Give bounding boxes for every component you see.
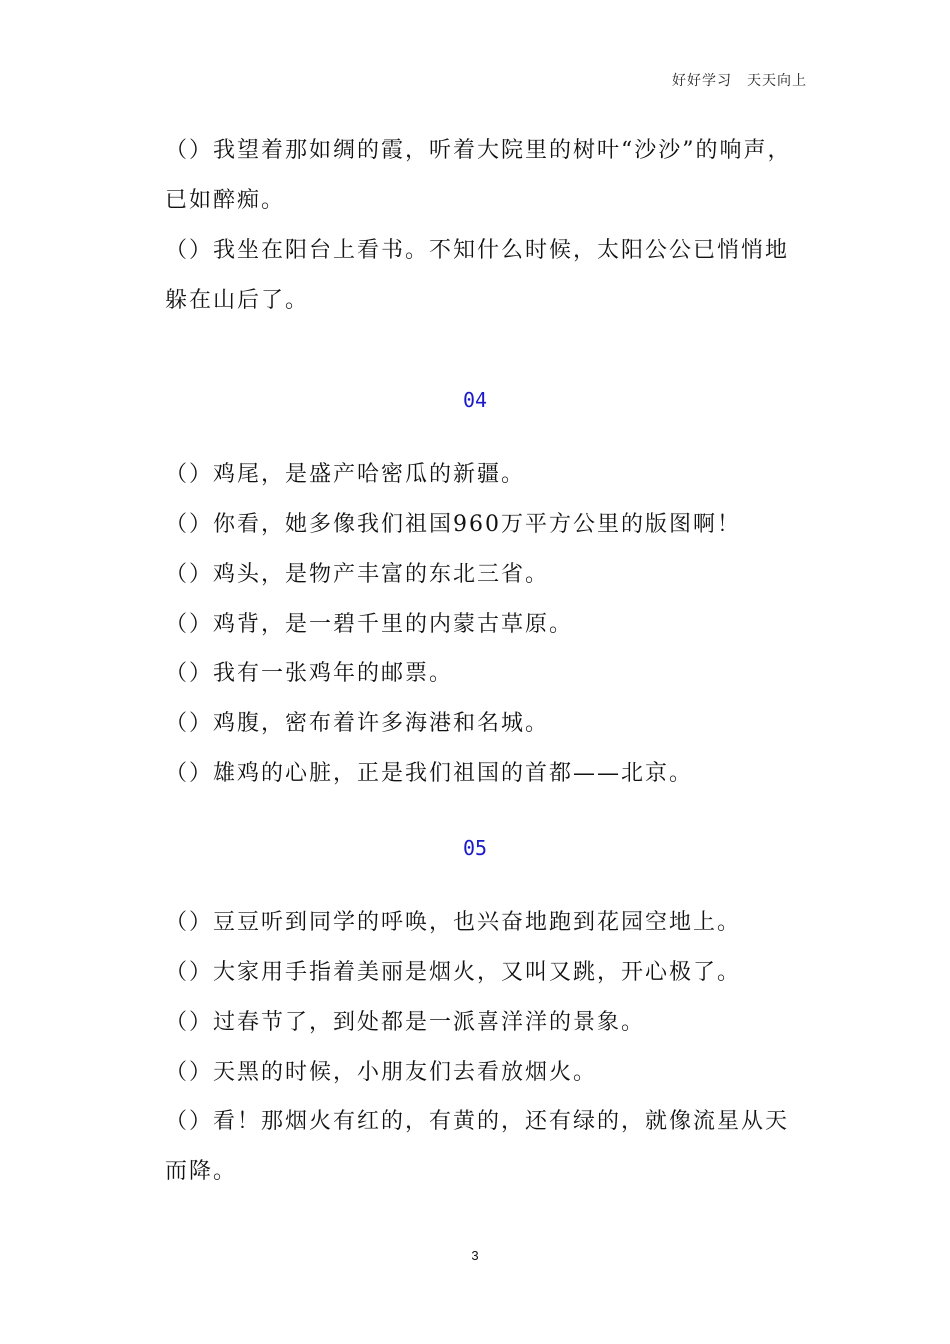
sentence-line: （）过春节了，到处都是一派喜洋洋的景象。 — [165, 1010, 646, 1035]
sentence-line: （）鸡腹，密布着许多海港和名城。 — [165, 711, 550, 736]
page-number: 3 — [471, 1248, 479, 1263]
sentence-line: （）豆豆听到同学的呼唤，也兴奋地跑到花园空地上。 — [165, 910, 742, 935]
sentence-line: 已如醉痴。 — [165, 188, 286, 213]
sentence-line: （）雄鸡的心脏，正是我们祖国的首都——北京。 — [165, 761, 694, 786]
sentence-line: （）天黑的时候，小朋友们去看放烟火。 — [165, 1060, 598, 1085]
sentence-line: （）我有一张鸡年的邮票。 — [165, 661, 454, 686]
sentence-line: （）你看，她多像我们祖国960万平方公里的版图啊！ — [165, 512, 741, 537]
sentence-line: （）看！那烟火有红的，有黄的，还有绿的，就像流星从天 — [165, 1109, 790, 1134]
sentence-line: （）大家用手指着美丽是烟火，又叫又跳，开心极了。 — [165, 960, 742, 985]
sentence-line: （）鸡头，是物产丰富的东北三省。 — [165, 562, 550, 587]
section-heading: 04 — [462, 388, 488, 412]
sentence-line: （）鸡尾，是盛产哈密瓜的新疆。 — [165, 462, 526, 487]
sentence-line: 躲在山后了。 — [165, 288, 310, 313]
sentence-line: 而降。 — [165, 1159, 238, 1184]
header-motto: 好好学习 天天向上 — [672, 73, 807, 89]
sentence-line: （）我望着那如绸的霞，听着大院里的树叶“沙沙”的响声， — [165, 138, 792, 163]
sentence-line: （）我坐在阳台上看书。不知什么时候，太阳公公已悄悄地 — [165, 238, 790, 263]
section-heading: 05 — [462, 836, 488, 860]
sentence-line: （）鸡背，是一碧千里的内蒙古草原。 — [165, 612, 574, 637]
